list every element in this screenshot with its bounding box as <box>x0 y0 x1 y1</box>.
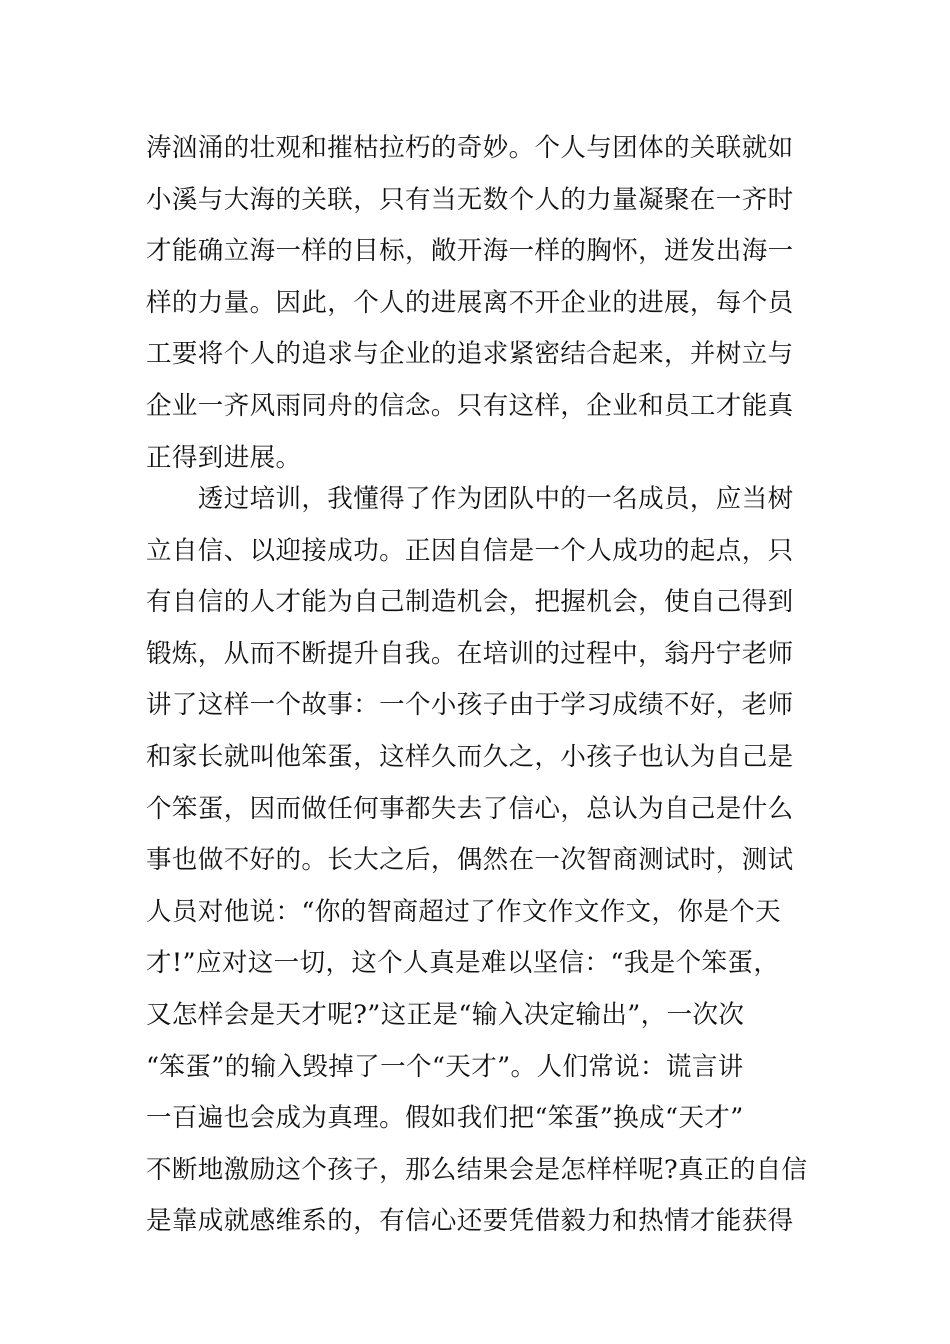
text-line: 讲了这样一个故事：一个小孩子由于学习成绩不好，老师 <box>146 690 794 721</box>
text-line: 不断地激励这个孩子，那么结果会是怎样样呢?真正的自信 <box>146 1154 808 1185</box>
text-line: 人员对他说：“你的智商超过了作文作文作文，你是个天 <box>146 896 782 927</box>
text-line: 有自信的人才能为自己制造机会，把握机会，使自己得到 <box>146 587 794 618</box>
text-line: 和家长就叫他笨蛋，这样久而久之，小孩子也认为自己是 <box>146 741 794 772</box>
text-line: 是靠成就感维系的，有信心还要凭借毅力和热情才能获得 <box>146 1206 794 1237</box>
text-line: “笨蛋”的输入毁掉了一个“天才”。人们常说：谎言讲 <box>146 1051 744 1082</box>
paragraph-2 <box>146 474 808 1248</box>
text-line: 工要将个人的追求与企业的追求紧密结合起来，并树立与 <box>146 339 794 370</box>
text-line: 正得到进展。 <box>146 442 302 473</box>
text-line: 才能确立海一样的目标，敞开海一样的胸怀，迸发出海一 <box>146 236 794 267</box>
text-line: 小溪与大海的关联，只有当无数个人的力量凝聚在一齐时 <box>146 184 794 215</box>
text-line: 锻炼，从而不断提升自我。在培训的过程中，翁丹宁老师 <box>146 638 794 669</box>
text-line: 样的力量。因此，个人的进展离不开企业的进展，每个员 <box>146 287 794 318</box>
text-line: 企业一齐风雨同舟的信念。只有这样，企业和员工才能真 <box>146 390 794 421</box>
text-line: 透过培训，我懂得了作为团队中的一名成员，应当树 <box>146 484 794 514</box>
text-line: 立自信、以迎接成功。正因自信是一个人成功的起点，只 <box>146 535 794 566</box>
text-line: 事也做不好的。长大之后，偶然在一次智商测试时，测试 <box>146 845 794 876</box>
text-line: 一百遍也会成为真理。假如我们把“笨蛋”换成“天才” <box>146 1103 744 1134</box>
text-line: 个笨蛋，因而做任何事都失去了信心，总认为自己是什么 <box>146 793 794 824</box>
text-line: 才!”应对这一切，这个人真是难以坚信：“我是个笨蛋， <box>146 948 780 979</box>
text-line: 又怎样会是天才呢?”这正是“输入决定输出”，一次次 <box>146 999 745 1030</box>
text-line: 涛汹涌的壮观和摧枯拉朽的奇妙。个人与团体的关联就如 <box>146 133 794 163</box>
paragraph-1 <box>146 123 808 484</box>
